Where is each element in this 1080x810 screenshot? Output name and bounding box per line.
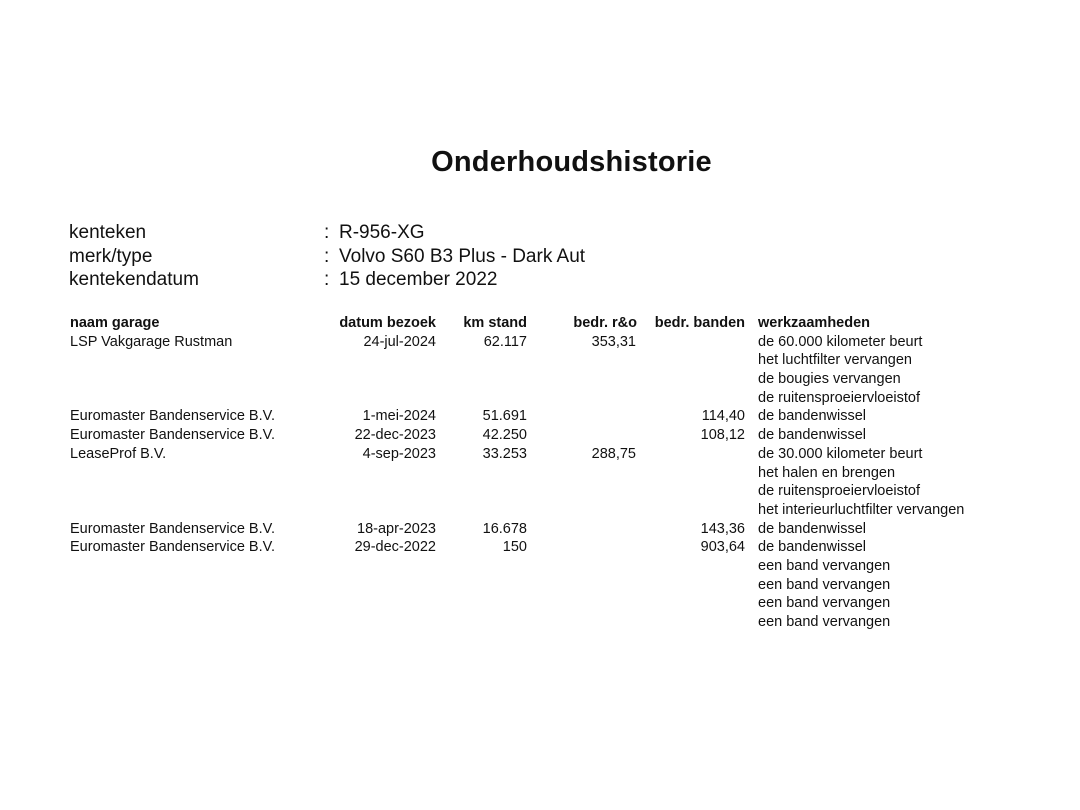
table-row <box>0 538 1080 557</box>
header-garage: naam garage <box>70 315 160 331</box>
table-header <box>0 314 1080 333</box>
cell-datum: 22-dec-2023 <box>354 427 436 444</box>
table-row <box>0 594 1080 613</box>
cell-werk: een band vervangen <box>758 557 891 574</box>
header-rno: bedr. r&o <box>573 315 637 331</box>
cell-km: 62.117 <box>483 333 527 350</box>
cell-garage: Euromaster Bandenservice B.V. <box>70 539 275 556</box>
table-row <box>0 501 1080 520</box>
field-value: Volvo S60 B3 Plus - Dark Aut <box>339 245 586 267</box>
table-row <box>0 445 1080 464</box>
cell-garage: Euromaster Bandenservice B.V. <box>70 520 275 537</box>
cell-werk: de bandenwissel <box>758 427 867 444</box>
field-value: R-956-XG <box>339 222 425 243</box>
table-row <box>0 557 1080 576</box>
table-row <box>0 333 1080 352</box>
cell-werk: het halen en brengen <box>758 464 896 481</box>
cell-werk: een band vervangen <box>758 576 891 593</box>
cell-km: 51.691 <box>482 408 527 425</box>
table-row <box>0 351 1080 370</box>
field-label: kenteken <box>69 222 147 243</box>
maintenance-table <box>0 314 1080 632</box>
table-body <box>0 333 1080 632</box>
cell-banden: 108,12 <box>700 427 745 444</box>
cell-werk: het interieurluchtfilter vervangen <box>758 501 965 518</box>
cell-km: 16.678 <box>482 520 527 537</box>
cell-km: 150 <box>502 539 527 556</box>
cell-werk: de 60.000 kilometer beurt <box>758 333 923 350</box>
header-km: km stand <box>463 315 527 331</box>
cell-werk: de bandenwissel <box>758 520 867 537</box>
cell-werk: het luchtfilter vervangen <box>758 352 912 369</box>
cell-rno: 288,75 <box>591 445 636 462</box>
cell-rno: 353,31 <box>591 333 636 350</box>
table-row <box>0 370 1080 389</box>
cell-datum: 18-apr-2023 <box>357 520 436 537</box>
cell-garage: LeaseProf B.V. <box>70 445 167 462</box>
cell-datum: 24-jul-2024 <box>363 333 436 350</box>
field-separator: : <box>324 222 330 243</box>
cell-datum: 1-mei-2024 <box>362 408 436 425</box>
table-row <box>0 613 1080 632</box>
table-row <box>0 407 1080 426</box>
cell-km: 33.253 <box>482 445 527 462</box>
cell-werk: de bandenwissel <box>758 539 867 556</box>
table-row <box>0 426 1080 445</box>
table-row <box>0 482 1080 501</box>
cell-werk: de bandenwissel <box>758 408 867 425</box>
cell-werk: de bougies vervangen <box>758 371 901 388</box>
table-row <box>0 576 1080 595</box>
cell-werk: de ruitensproeiervloeistof <box>758 389 921 406</box>
cell-banden: 114,40 <box>701 408 745 425</box>
table-row <box>0 464 1080 483</box>
field-label: kentekendatum <box>69 269 199 290</box>
cell-datum: 29-dec-2022 <box>354 539 436 556</box>
field-label: merk/type <box>69 245 153 267</box>
cell-garage: Euromaster Bandenservice B.V. <box>70 408 275 425</box>
table-row <box>0 389 1080 408</box>
header-werk: werkzaamheden <box>758 315 871 331</box>
cell-garage: Euromaster Bandenservice B.V. <box>70 427 275 444</box>
cell-datum: 4-sep-2023 <box>362 445 436 462</box>
cell-werk: een band vervangen <box>758 614 891 630</box>
header-datum: datum bezoek <box>339 315 436 331</box>
cell-banden: 143,36 <box>700 520 745 537</box>
cell-banden: 903,64 <box>700 539 745 556</box>
field-value: 15 december 2022 <box>339 269 498 290</box>
cell-garage: LSP Vakgarage Rustman <box>70 333 233 350</box>
field-separator: : <box>324 269 330 290</box>
cell-werk: een band vervangen <box>758 595 891 612</box>
cell-werk: de 30.000 kilometer beurt <box>758 445 923 462</box>
field-separator: : <box>324 245 330 267</box>
table-row <box>0 520 1080 539</box>
page-title: Onderhoudshistorie <box>431 146 712 178</box>
cell-km: 42.250 <box>482 427 527 444</box>
header-banden: bedr. banden <box>654 315 745 331</box>
cell-werk: de ruitensproeiervloeistof <box>758 483 921 500</box>
